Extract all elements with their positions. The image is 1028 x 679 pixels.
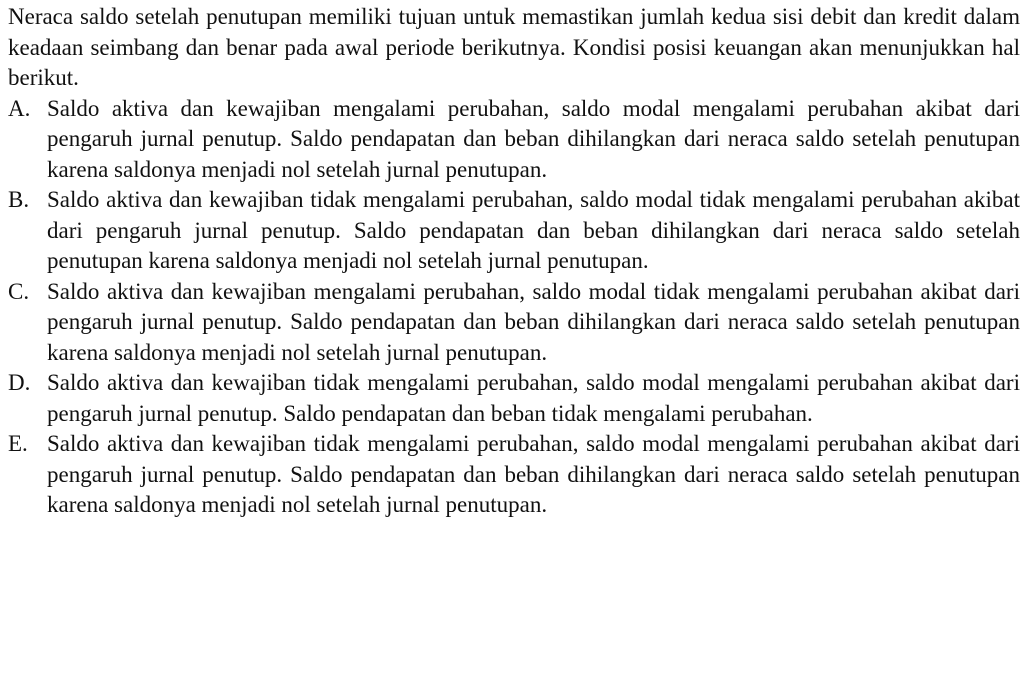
option-letter: E. — [8, 431, 28, 456]
option-text: Saldo aktiva dan kewajiban mengalami perubahan, saldo modal mengalami perubahan akibat dari pengaruh jurnal penutup. Saldo pendapatan dan beban dihilangkan dari neraca saldo setelah penutupan karena saldonya menjadi nol setelah jurnal penutupan. — [47, 95, 1020, 182]
option-b — [8, 185, 1020, 277]
option-text: Saldo aktiva dan kewajiban tidak mengalami perubahan, saldo modal mengalami perubahan akibat dari pengaruh jurnal penutup. Saldo pendapatan dan beban dihilangkan dari neraca saldo setelah penutupan karena saldonya menjadi nol setelah jurnal penutupan. — [47, 431, 1020, 517]
option-letter: C. — [8, 278, 30, 304]
option-d — [8, 368, 1020, 429]
option-letter: A. — [8, 95, 31, 121]
option-a — [8, 94, 1020, 186]
answer-options — [8, 94, 1020, 521]
option-c — [8, 277, 1020, 369]
option-letter: B. — [8, 187, 30, 212]
option-letter: D. — [8, 370, 31, 395]
option-text: Saldo aktiva dan kewajiban tidak mengalami perubahan, saldo modal tidak mengalami perubahan akibat dari pengaruh jurnal penutup. Saldo pendapatan dan beban dihilangkan dari neraca saldo setelah penutupan karena saldonya menjadi nol setelah jurnal penutupan. — [47, 187, 1020, 273]
option-text: Saldo aktiva dan kewajiban tidak mengalami perubahan, saldo modal mengalami perubahan akibat dari pengaruh jurnal penutup. Saldo pendapatan dan beban tidak mengalami perubahan. — [47, 370, 1020, 426]
option-e — [8, 429, 1020, 521]
question-stem: Neraca saldo setelah penutupan memiliki tujuan untuk memastikan jumlah kedua sisi debit dan kredit dalam keadaan seimbang dan benar pada awal periode berikutnya. Kondisi posisi keuangan akan menunjukkan hal berikut. — [8, 4, 1020, 90]
option-text: Saldo aktiva dan kewajiban mengalami perubahan, saldo modal tidak mengalami perubahan akibat dari pengaruh jurnal penutup. Saldo pendapatan dan beban dihilangkan dari neraca saldo setelah penutupan karena saldonya menjadi nol setelah jurnal penutupan. — [47, 278, 1020, 365]
